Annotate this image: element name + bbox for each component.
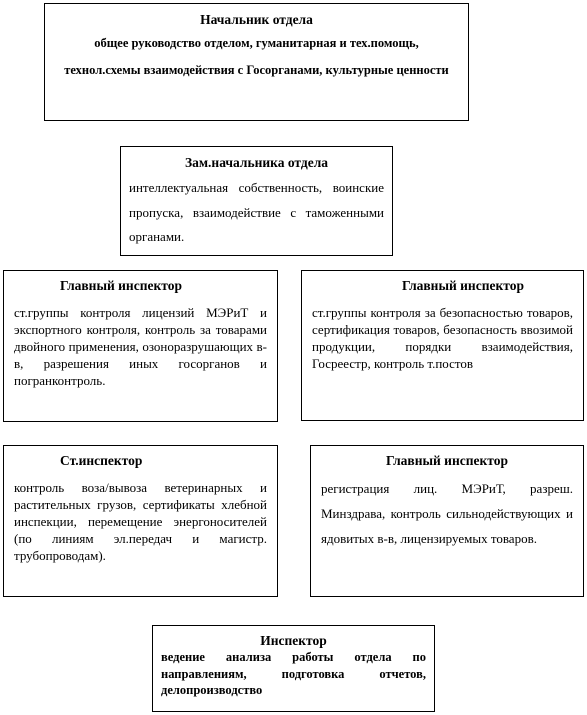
head-of-department-title: Начальник отдела <box>200 12 313 27</box>
senior-inspector-title: Ст.инспектор <box>60 453 143 468</box>
chief-inspector-safety-title: Главный инспектор <box>402 278 524 293</box>
senior-inspector-box <box>3 445 278 597</box>
senior-inspector-duties: контроль воза/вывоза ветеринарных и растительных грузов, сертификаты хлебной инспекции, перемещение энергоносителей (по линиям эл.передач и магистр. трубопроводам). <box>14 480 267 563</box>
chief-inspector-registration-duties: регистрация лиц. МЭРиТ, разреш. Минздрава, контроль сильнодействующих и ядовитых в-в, лицензируемых товаров. <box>321 481 573 546</box>
chief-inspector-licensing-duties: ст.группы контроля лицензий МЭРиТ и экспортного контроля, контроль за товарами двойного применения, озоноразрушающих в-в, разрешения иных госорганов и погранконтроль. <box>14 305 267 388</box>
chief-inspector-safety-box <box>301 270 584 421</box>
head-of-department-box <box>44 3 469 121</box>
deputy-head-box <box>120 146 393 256</box>
inspector-duties: ведение анализа работы отдела по направлениям, подготовка отчетов, делопроизводство <box>161 650 426 697</box>
inspector-title: Инспектор <box>260 633 327 648</box>
chief-inspector-registration-box <box>310 445 584 597</box>
chief-inspector-licensing-title: Главный инспектор <box>60 278 182 293</box>
chief-inspector-registration-title: Главный инспектор <box>386 453 508 468</box>
chief-inspector-safety-duties: ст.группы контроля за безопасностью товаров, сертификация товаров, безопасность ввозимой продукции, порядки взаимодействия, Госреестр, контроль т.постов <box>312 305 573 371</box>
chief-inspector-licensing-box <box>3 270 278 422</box>
head-of-department-duties: общее руководство отделом, гуманитарная и тех.помощь, технол.схемы взаимодействия с Госорганами, культурные ценности <box>64 36 449 77</box>
deputy-head-title: Зам.начальника отдела <box>184 155 329 170</box>
deputy-head-duties: интеллектуальная собственность, воинские пропуска, взаимодействие с таможенными органами. <box>129 180 384 244</box>
inspector-box <box>152 625 435 712</box>
